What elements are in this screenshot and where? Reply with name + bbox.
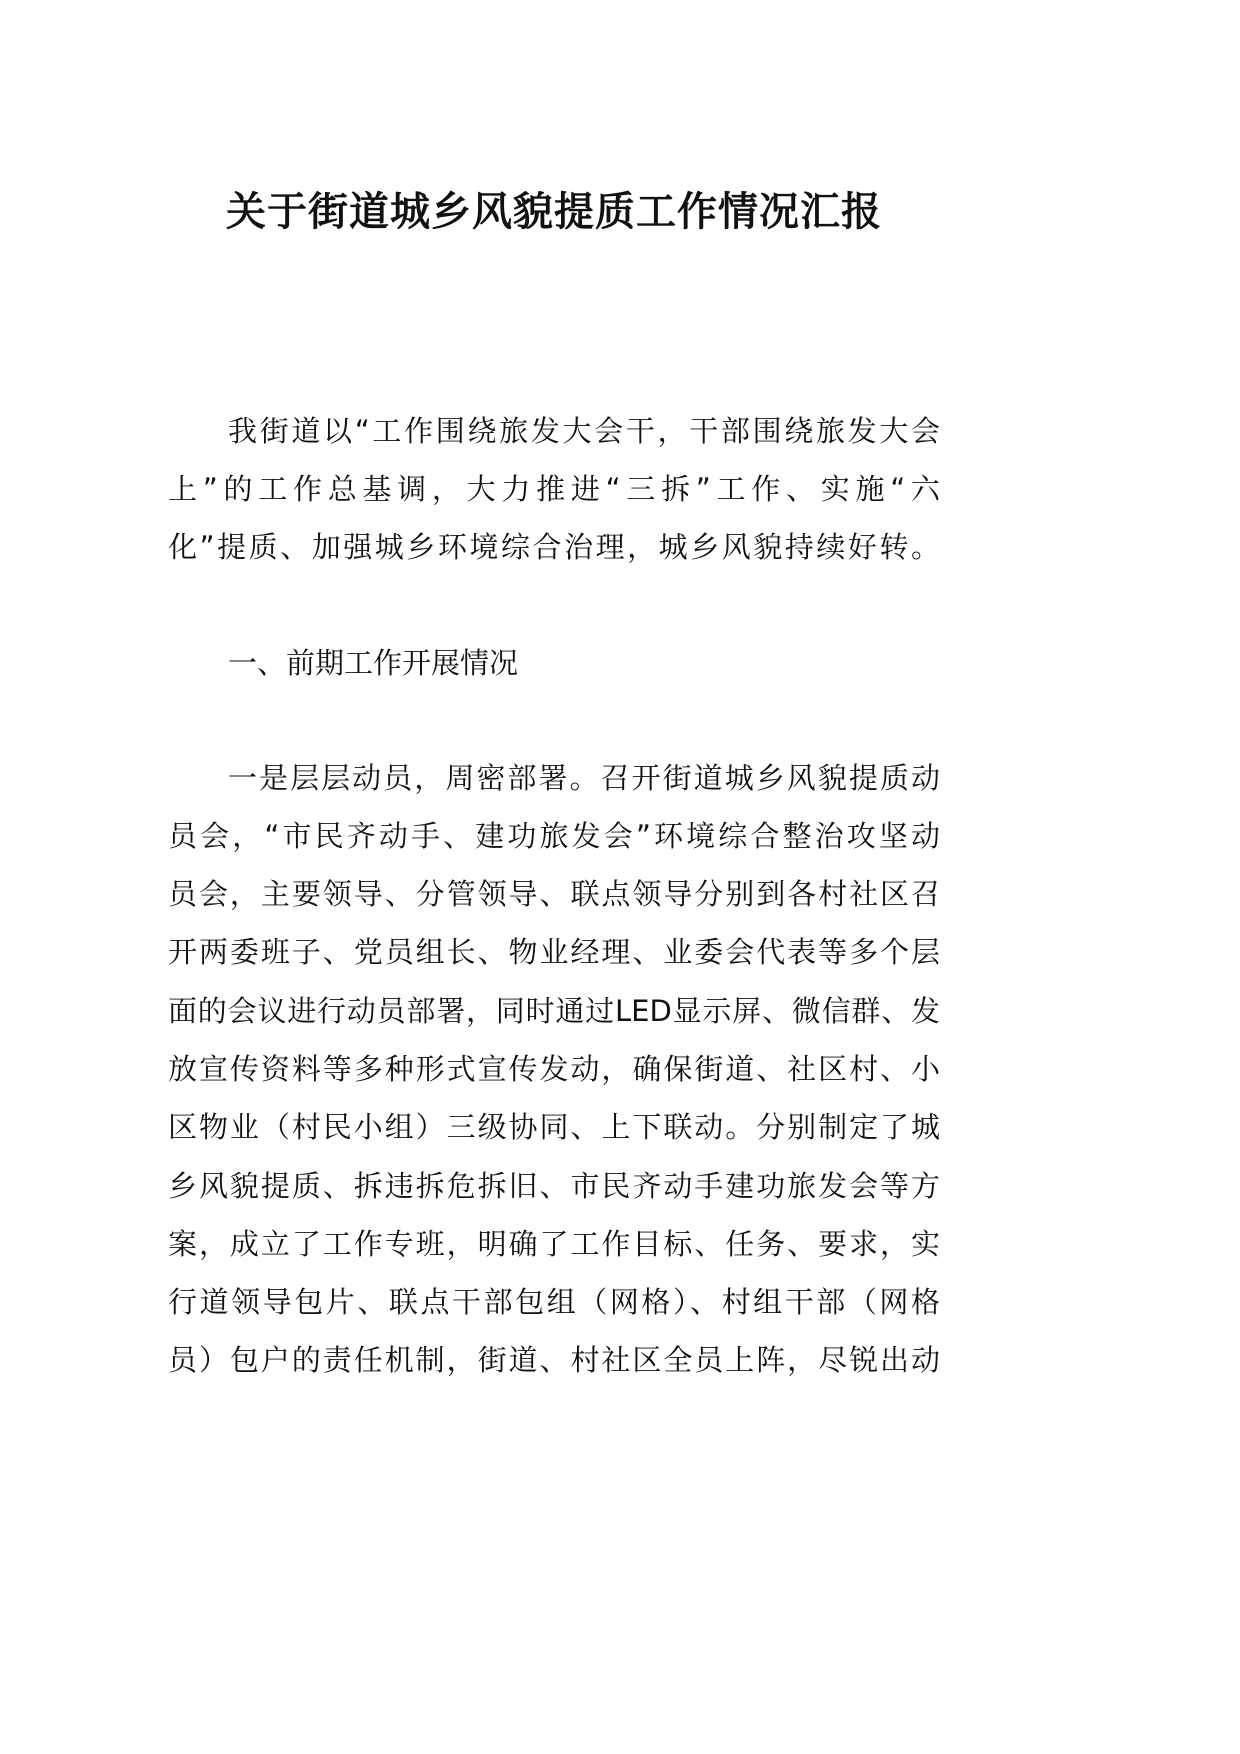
paragraph-line: 员会，主要领导、分管领导、联点领导分别到各村社区召 xyxy=(168,877,940,911)
paragraph-line: 化”提质、加强城乡环境综合治理，城乡风貌持续好转。 xyxy=(168,530,940,564)
paragraph-line: 放宣传资料等多种形式宣传发动，确保街道、社区村、小 xyxy=(168,1052,940,1086)
paragraph-line: 案，成立了工作专班，明确了工作目标、任务、要求，实 xyxy=(168,1227,940,1261)
paragraph-line: 一是层层动员，周密部署。召开街道城乡风貌提质动 xyxy=(228,761,940,795)
paragraph-line: 员）包户的责任机制，街道、村社区全员上阵，尽锐出动 xyxy=(168,1343,940,1377)
paragraph-line: 区物业（村民小组）三级协同、上下联动。分别制定了城 xyxy=(168,1110,940,1144)
paragraph-line: 上”的工作总基调，大力推进“三拆”工作、实施“六 xyxy=(168,472,940,506)
document-title: 关于街道城乡风貌提质工作情况汇报 xyxy=(226,189,882,235)
paragraph-line: 面的会议进行动员部署，同时通过LED显示屏、微信群、发 xyxy=(168,994,940,1028)
paragraph-line: 乡风貌提质、拆违拆危拆旧、市民齐动手建功旅发会等方 xyxy=(168,1169,940,1203)
paragraph-line: 行道领导包片、联点干部包组（网格）、村组干部（网格 xyxy=(168,1285,940,1319)
paragraph-line: 开两委班子、党员组长、物业经理、业委会代表等多个层 xyxy=(168,935,940,969)
paragraph-line: 员会，“市民齐动手、建功旅发会”环境综合整治攻坚动 xyxy=(168,819,940,853)
section-heading: 一、前期工作开展情况 xyxy=(228,646,519,680)
paragraph-line: 我街道以“工作围绕旅发大会干，干部围绕旅发大会 xyxy=(228,414,940,448)
